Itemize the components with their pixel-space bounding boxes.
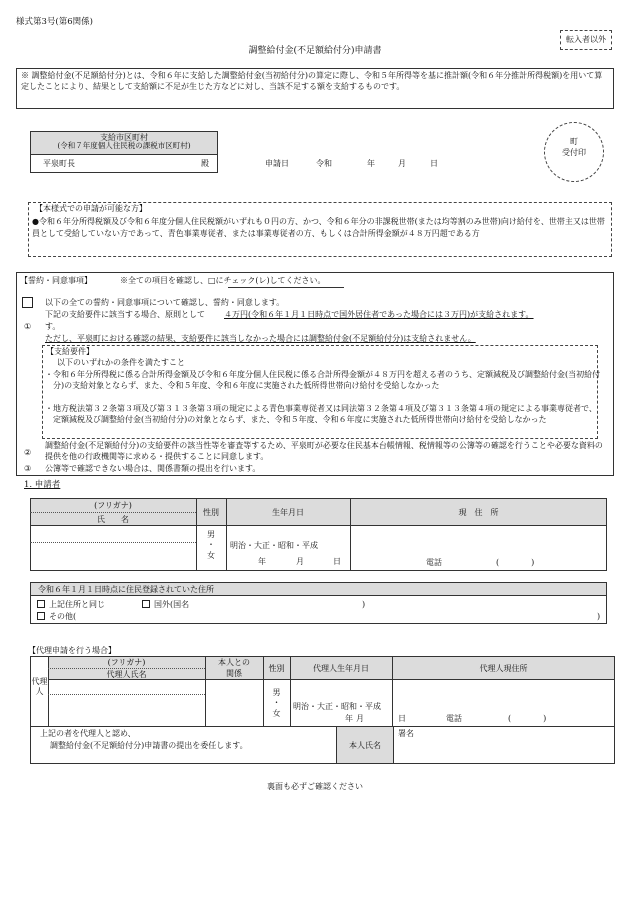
same-address-label: 上記住所と同じ	[49, 600, 105, 609]
item3-text: 公簿等で確認できない場合は、関係書類の提出を行います。	[45, 464, 261, 473]
applicant-gender-header: 性別	[203, 508, 219, 517]
proxy-phone-input[interactable]: ( )	[508, 714, 547, 723]
delegation-line-2: 調整給付金(不足額給付分)申請書の提出を委任します。	[50, 741, 248, 750]
proxy-side-label: 代理人	[31, 677, 48, 697]
applicant-address-header: 現 住 所	[458, 508, 499, 517]
delegation-line-1: 上記の者を代理人と認め、	[40, 729, 136, 738]
requirements-box	[42, 345, 601, 439]
proxy-name-label: 代理人氏名	[106, 670, 147, 679]
date-era[interactable]: 令和	[316, 159, 332, 168]
proxy-relation-input[interactable]	[207, 682, 261, 724]
footer-note: 裏面も必ずご確認ください	[267, 782, 363, 791]
other-label: その他(	[49, 612, 77, 621]
applicant-name-label: 氏 名	[97, 515, 129, 524]
signature-label: 署名	[398, 729, 414, 738]
date-year[interactable]: 年	[367, 159, 375, 168]
principal-name-label: 本人氏名	[349, 741, 381, 750]
proxy-birth-header: 代理人生年月日	[313, 664, 369, 673]
overseas-label: 国外(国名	[154, 600, 190, 609]
municipality-label: 支給市区町村	[100, 133, 148, 142]
stamp-label: 転入者以外	[566, 35, 606, 44]
registration-title: 令和６年１月１日時点に住民登録されていた住所	[38, 585, 214, 594]
proxy-gender-female[interactable]: 女	[272, 708, 281, 718]
item2-number: ②	[24, 448, 32, 457]
principal-name-cell	[336, 726, 394, 764]
overseas-checkbox[interactable]	[142, 600, 150, 608]
other-checkbox[interactable]	[37, 612, 45, 620]
gender-male[interactable]: 男	[207, 530, 215, 539]
proxy-relation-label-2: 関係	[226, 669, 242, 678]
applicant-birth-header: 生年月日	[272, 508, 304, 517]
other-input[interactable]	[88, 610, 588, 621]
proxy-phone-label: 電話	[446, 714, 462, 723]
eligibility-text: ●令和６年分所得税額及び令和６年度分個人住民税額がいずれも０円の方、かつ、令和６年分の非課税世帯(または均等割のみ世帯)向け給付を、世帯主又は世帯員として受給していない方であって、青色事業専従者、または事業専従者の方、もしくは合計所得金額が４８万円超である方	[32, 217, 605, 238]
receipt-town: 町	[570, 137, 578, 146]
instruction-underline	[228, 287, 344, 288]
applicant-birth-year[interactable]: 年	[258, 557, 266, 566]
proxy-gender-male[interactable]: 男	[272, 688, 281, 697]
proxy-furigana-input[interactable]	[50, 682, 203, 693]
proxy-section-title: 【代理申請を行う場合】	[28, 646, 116, 655]
consent-main-line: 以下の全ての誓約・同意事項について確認し、誓約・同意します。	[45, 298, 285, 307]
date-month[interactable]: 月	[398, 159, 406, 168]
addressee-box	[30, 154, 218, 173]
applicant-eras[interactable]: 明治・大正・昭和・平成	[230, 541, 318, 550]
item1-text-a: 下記の支給要件に該当する場合、原則として	[45, 310, 205, 319]
applicant-address-input[interactable]	[354, 528, 604, 554]
date-label: 申請日	[265, 159, 289, 168]
item1-text-b2: す。	[45, 322, 61, 331]
other-close: )	[597, 612, 601, 621]
addressee: 平泉町長	[43, 159, 75, 168]
receipt-stamp-circle	[544, 122, 604, 182]
applicant-phone-input[interactable]: ( )	[496, 558, 535, 567]
requirement-2: ・地方税法第３２条第３項及び第３１３条第３項の規定による青色事業専従者又は同法第３２条第４項及び第３１３条第４項の規定による事業専従者で、定額減税及び調整給付金(当初給付分)の対象とならず、また、令和５年度、令和６年度に実施された低所得世帯向け給付を受給しなかった	[45, 404, 597, 425]
note-box	[16, 68, 614, 109]
applicant-phone-label: 電話	[426, 558, 442, 567]
date-day[interactable]: 日	[430, 159, 438, 168]
proxy-address-input[interactable]	[395, 682, 612, 710]
form-number: 様式第3号(第6関係)	[16, 17, 93, 27]
proxy-birth-year[interactable]: 年	[345, 714, 353, 723]
overseas-country-input[interactable]	[205, 598, 355, 609]
applicant-name-input[interactable]	[32, 545, 194, 569]
gender-female[interactable]: 女	[207, 550, 215, 560]
proxy-relation-label: 本人との	[218, 658, 250, 667]
applicant-birth-day[interactable]: 日	[333, 557, 341, 566]
applicant-birth-month[interactable]: 月	[296, 557, 304, 566]
consent-title: 【誓約・同意事項】	[20, 276, 92, 285]
item2-text: 調整給付金(不足額給付分)の支給要件の該当性等を審査等するため、平泉町が必要な住民基本台帳情報、税情報等の公簿等の確認を行うことや必要な資料の提供を他の行政機関等に求める・提供することに同意します。	[45, 441, 603, 462]
municipality-header	[30, 131, 218, 155]
page-title: 調整給付金(不足額給付分)申請書	[248, 46, 382, 56]
overseas-close: )	[362, 600, 366, 609]
applicant-gender-select[interactable]: 男 ・ 女	[196, 530, 226, 561]
proxy-address-header: 代理人現住所	[479, 664, 528, 673]
requirements-subtitle: 以下のいずれかの条件を満たすこと	[57, 358, 185, 367]
proxy-gender-select[interactable]: 男 ・ 女	[263, 688, 290, 719]
note-text: ※ 調整給付金(不足額給付分)とは、令和６年に支給した調整給付金(当初給付分)の算定に際し、令和５年所得等を基に推計額(令和６年分推計所得税額)を用いて算定したことにより、結果として支給額に不足が生じた方などに対し、当該不足する額を支給するものです。	[21, 71, 603, 91]
eligibility-box	[28, 202, 612, 257]
proxy-furigana-label: (フリガナ)	[107, 658, 146, 667]
honorific: 殿	[201, 159, 209, 168]
applicant-furigana-label: (フリガナ)	[94, 501, 132, 510]
eligibility-title: 【本様式での申請が可能な方】	[35, 204, 147, 213]
proxy-gender-header: 性別	[268, 664, 285, 673]
proxy-eras[interactable]: 明治・大正・昭和・平成	[293, 702, 381, 711]
requirement-1: ・令和６年分所得税に係る合計所得金額及び令和６年度分個人住民税に係る合計所得金額が４８万円を超える者のうち、定額減税及び調整給付金(当初給付分)の支給対象とならず、また、令和５年度、令和６年度に実施された低所得世帯向け給付を受給しなかった	[45, 370, 601, 391]
proxy-name-input[interactable]	[50, 697, 203, 724]
consent-instruction: ※全ての項目を確認し、□にチェック(レ)してください。	[120, 276, 326, 285]
proxy-birth-month[interactable]: 月	[356, 714, 364, 723]
receipt-label: 受付印	[562, 148, 586, 158]
applicant-section-title: 1. 申請者	[24, 480, 61, 490]
item1-text-b: ４万円(令和６年１月１日時点で国外居住者であった場合には３万円)が支給されます。	[224, 310, 534, 319]
item1-text-c: ただし、平泉町における確認の結果、支給要件に該当しなかった場合には調整給付金(不足額給付分)は支給されません。	[45, 334, 476, 343]
applicant-furigana-input[interactable]	[32, 528, 194, 541]
registration-header	[30, 582, 607, 596]
proxy-birth-day[interactable]: 日	[398, 714, 406, 723]
signature-input[interactable]	[420, 738, 610, 762]
consent-checkbox[interactable]	[22, 297, 33, 308]
municipality-sublabel: (令和７年度個人住民税の課税市区町村)	[57, 141, 191, 151]
requirements-title: 【支給要件】	[46, 347, 94, 356]
item3-number: ③	[24, 464, 32, 473]
item1-number: ①	[24, 322, 32, 331]
same-address-checkbox[interactable]	[37, 600, 45, 608]
